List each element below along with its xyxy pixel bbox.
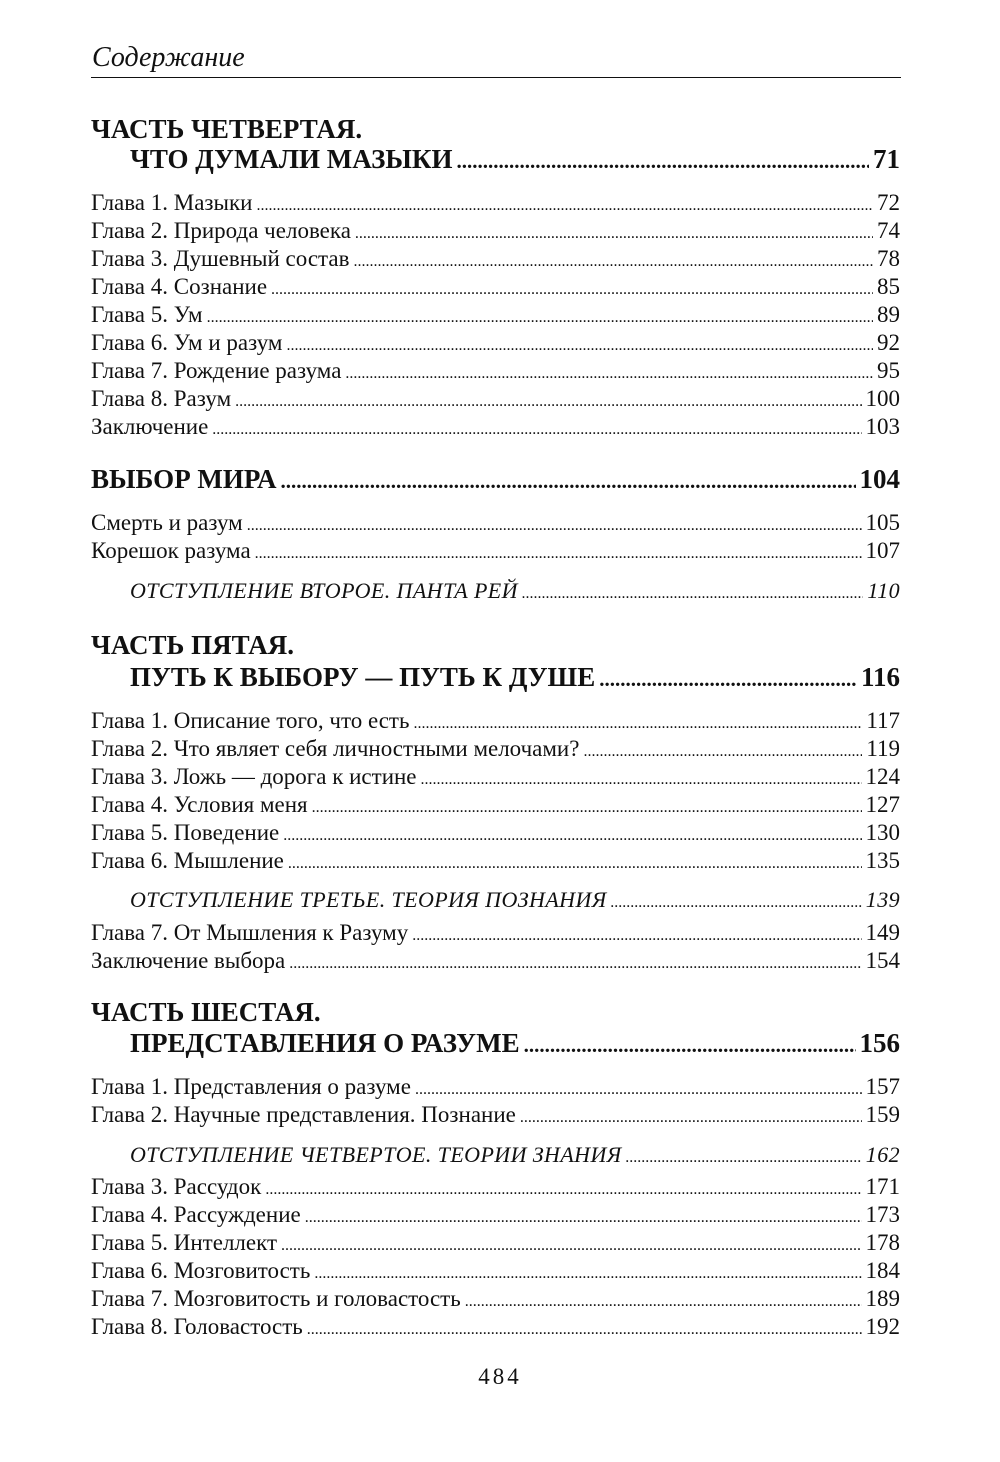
toc-entry-title: Глава 3. Душевный состав: [91, 246, 350, 271]
toc-digression-title: ОТСТУПЛЕНИЕ ВТОРОЕ. ПАНТА РЕЙ: [130, 578, 518, 603]
toc-page: 100: [865, 386, 900, 411]
toc-page: 189: [865, 1286, 900, 1311]
toc-entry[interactable]: [91, 330, 900, 356]
toc-page: 135: [865, 848, 900, 873]
toc-page: 139: [865, 887, 900, 912]
leader-dots: [305, 1202, 862, 1228]
page-number: 484: [478, 1364, 522, 1389]
leader-dots: [207, 302, 873, 328]
toc-page: 116: [860, 662, 900, 692]
leader-dots: [421, 764, 862, 790]
toc-page: 184: [865, 1258, 900, 1283]
toc-part-entry[interactable]: [130, 144, 900, 175]
toc-entry-title: Глава 4. Сознание: [91, 274, 268, 299]
leader-dots: [465, 1286, 862, 1312]
toc-entry[interactable]: [91, 736, 900, 762]
toc-page: 117: [866, 708, 900, 733]
toc-digression-title: ОТСТУПЛЕНИЕ ЧЕТВЕРТОЕ. ТЕОРИИ ЗНАНИЯ: [130, 1142, 622, 1167]
toc-entry[interactable]: [91, 246, 900, 272]
leader-dots: [212, 414, 861, 440]
leader-dots: [412, 920, 861, 946]
toc-page: 159: [865, 1102, 900, 1127]
toc-page: 192: [865, 1314, 900, 1339]
leader-dots: [524, 1028, 856, 1059]
toc-entry[interactable]: [91, 274, 900, 300]
toc-page: 110: [867, 578, 900, 603]
leader-dots: [314, 1258, 861, 1284]
toc-page: 78: [877, 246, 900, 271]
toc-entry-title: Глава 1. Описание того, что есть: [91, 708, 410, 733]
toc-entry[interactable]: [91, 820, 900, 846]
toc-page: 156: [859, 1028, 900, 1058]
leader-dots: [353, 246, 873, 272]
toc-entry-title: Глава 8. Разум: [91, 386, 232, 411]
toc-entry[interactable]: [91, 848, 900, 874]
toc-digression-entry[interactable]: [130, 1142, 900, 1168]
toc-digression-entry[interactable]: [130, 578, 900, 604]
header-rule: [91, 77, 901, 78]
toc-entry-title: Глава 7. Мозговитость и головастость: [91, 1286, 461, 1311]
toc-part-title: ВЫБОР МИРА: [91, 464, 277, 494]
leader-dots: [281, 1230, 861, 1256]
toc-entry[interactable]: [91, 948, 900, 974]
part-label: ЧАСТЬ ПЯТАЯ.: [91, 630, 294, 660]
toc-entry-title: Глава 7. От Мышления к Разуму: [91, 920, 409, 945]
toc-entry-title: Заключение: [91, 414, 209, 439]
part-label: ЧАСТЬ ШЕСТАЯ.: [91, 997, 321, 1027]
leader-dots: [289, 948, 861, 974]
leader-dots: [271, 274, 873, 300]
toc-page: 105: [865, 510, 900, 535]
toc-entry-title: Глава 5. Поведение: [91, 820, 280, 845]
toc-page: 71: [873, 144, 900, 174]
leader-dots: [256, 190, 873, 216]
toc-page: 149: [865, 920, 900, 945]
toc-entry[interactable]: [91, 1102, 900, 1128]
leader-dots: [235, 386, 861, 412]
toc-page: 92: [877, 330, 900, 355]
leader-dots: [345, 358, 873, 384]
toc-page: 130: [865, 820, 900, 845]
toc-entry[interactable]: [91, 1286, 900, 1312]
leader-dots: [456, 144, 869, 175]
toc-entry-title: Глава 4. Рассуждение: [91, 1202, 301, 1227]
toc-entry-title: Глава 2. Научные представления. Познание: [91, 1102, 516, 1127]
toc-page: 178: [865, 1230, 900, 1255]
toc-entry[interactable]: [91, 386, 900, 412]
toc-entry-title: Заключение выбора: [91, 948, 286, 973]
toc-entry[interactable]: [91, 538, 900, 564]
toc-page: 103: [865, 414, 900, 439]
toc-page: 95: [877, 358, 900, 383]
toc-entry[interactable]: [91, 764, 900, 790]
toc-page: 154: [865, 948, 900, 973]
toc-page: 119: [866, 736, 900, 761]
toc-entry-title: Глава 3. Рассудок: [91, 1174, 262, 1199]
toc-entry[interactable]: [91, 920, 900, 946]
leader-dots: [599, 662, 857, 693]
toc-page: 124: [865, 764, 900, 789]
toc-page: 104: [859, 464, 900, 494]
leader-dots: [415, 1074, 862, 1100]
toc-page: 127: [865, 792, 900, 817]
toc-entry[interactable]: [91, 302, 900, 328]
leader-dots: [247, 510, 862, 536]
toc-entry-title: Глава 6. Мозговитость: [91, 1258, 311, 1283]
toc-entry-title: Смерть и разум: [91, 510, 243, 535]
toc-entry[interactable]: [91, 1258, 900, 1284]
leader-dots: [522, 578, 864, 604]
toc-entry-title: Глава 8. Головастость: [91, 1314, 303, 1339]
leader-dots: [626, 1142, 862, 1168]
leader-dots: [520, 1102, 862, 1128]
toc-entry-title: Глава 6. Мышление: [91, 848, 284, 873]
part-label: ЧАСТЬ ЧЕТВЕРТАЯ.: [91, 114, 363, 144]
toc-page: 85: [877, 274, 900, 299]
toc-entry[interactable]: [91, 1074, 900, 1100]
toc-part-title: ПРЕДСТАВЛЕНИЯ О РАЗУМЕ: [130, 1028, 520, 1058]
leader-dots: [286, 330, 873, 356]
toc-part-title: ПУТЬ К ВЫБОРУ — ПУТЬ К ДУШЕ: [130, 662, 596, 692]
toc-entry[interactable]: [91, 1230, 900, 1256]
toc-page: 162: [865, 1142, 900, 1167]
toc-entry[interactable]: [91, 708, 900, 734]
toc-entry-title: Корешок разума: [91, 538, 251, 563]
toc-entry-title: Глава 5. Ум: [91, 302, 203, 327]
leader-dots: [611, 887, 862, 913]
toc-entry[interactable]: [91, 358, 900, 384]
toc-digression-entry[interactable]: [130, 887, 900, 913]
toc-entry-title: Глава 4. Условия меня: [91, 792, 308, 817]
toc-page: 107: [865, 538, 900, 563]
running-header: Содержание: [92, 42, 245, 73]
toc-entry-title: Глава 6. Ум и разум: [91, 330, 283, 355]
toc-entry-title: Глава 3. Ложь — дорога к истине: [91, 764, 417, 789]
toc-entry[interactable]: [91, 1314, 900, 1340]
toc-part-entry[interactable]: [91, 464, 900, 495]
toc-page: 89: [877, 302, 900, 327]
toc-entry-title: Глава 1. Представления о разуме: [91, 1074, 411, 1099]
toc-part-entry[interactable]: [130, 662, 900, 693]
leader-dots: [413, 708, 862, 734]
toc-page: 74: [877, 218, 900, 243]
toc-entry[interactable]: [91, 414, 900, 440]
leader-dots: [307, 1314, 862, 1340]
toc-entry[interactable]: [91, 1202, 900, 1228]
toc-part-title: ЧТО ДУМАЛИ МАЗЫКИ: [130, 144, 453, 174]
toc-entry[interactable]: [91, 792, 900, 818]
toc-page: 72: [877, 190, 900, 215]
toc-part-entry[interactable]: [130, 1028, 900, 1059]
toc-entry[interactable]: [91, 218, 900, 244]
leader-dots: [255, 538, 862, 564]
leader-dots: [265, 1174, 861, 1200]
leader-dots: [312, 792, 862, 818]
leader-dots: [288, 848, 862, 874]
toc-entry[interactable]: [91, 510, 900, 536]
toc-entry[interactable]: [91, 190, 900, 216]
toc-entry-title: Глава 7. Рождение разума: [91, 358, 342, 383]
toc-entry-title: Глава 2. Что являет себя личностными мелочами?: [91, 736, 580, 761]
toc-page: 157: [865, 1074, 900, 1099]
leader-dots: [583, 736, 862, 762]
leader-dots: [283, 820, 861, 846]
toc-page: 173: [865, 1202, 900, 1227]
toc-digression-title: ОТСТУПЛЕНИЕ ТРЕТЬЕ. ТЕОРИЯ ПОЗНАНИЯ: [130, 887, 607, 912]
toc-entry[interactable]: [91, 1174, 900, 1200]
toc-page: 171: [865, 1174, 900, 1199]
toc-entry-title: Глава 1. Мазыки: [91, 190, 253, 215]
toc-entry-title: Глава 2. Природа человека: [91, 218, 351, 243]
leader-dots: [280, 464, 855, 495]
leader-dots: [355, 218, 873, 244]
toc-entry-title: Глава 5. Интеллект: [91, 1230, 278, 1255]
